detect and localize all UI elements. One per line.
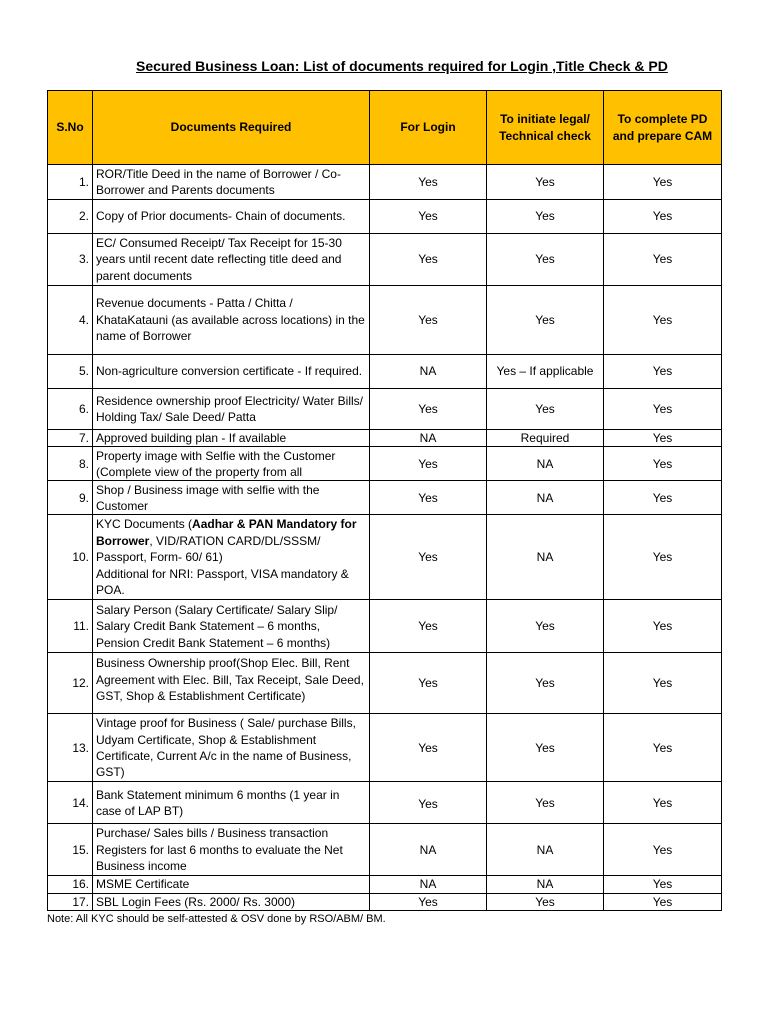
row-document: SBL Login Fees (Rs. 2000/ Rs. 3000): [93, 893, 370, 910]
table-row: [48, 876, 722, 893]
row-document: Copy of Prior documents- Chain of documents.: [93, 200, 370, 234]
row-pd-cam: Yes: [604, 447, 722, 481]
footnote: Note: All KYC should be self-attested & OSV done by RSO/ABM/ BM.: [47, 913, 386, 925]
kyc-mandatory-bold: Aadhar & PAN Mandatory for Borrower: [96, 517, 357, 548]
row-legal-check: Yes: [487, 653, 604, 714]
document-title: Secured Business Loan: List of documents required for Login ,Title Check & PD: [136, 58, 668, 74]
row-pd-cam: Yes: [604, 600, 722, 653]
row-document: Residence ownership proof Electricity/ Water Bills/ Holding Tax/ Sale Deed/ Patta: [93, 389, 370, 430]
table-row: [48, 653, 722, 714]
row-pd-cam: Yes: [604, 430, 722, 447]
table-row: [48, 515, 722, 600]
row-pd-cam: Yes: [604, 515, 722, 600]
row-for-login: NA: [370, 824, 487, 876]
row-sno: 11.: [48, 600, 93, 653]
row-for-login: NA: [370, 430, 487, 447]
row-sno: 14.: [48, 782, 93, 824]
row-for-login: Yes: [370, 782, 487, 824]
row-pd-cam: Yes: [604, 234, 722, 286]
row-legal-check: Required: [487, 430, 604, 447]
row-pd-cam: Yes: [604, 824, 722, 876]
row-for-login: Yes: [370, 200, 487, 234]
row-sno: 6.: [48, 389, 93, 430]
row-document-text: Property image with Selfie with the Customer (Complete view of the property from all: [96, 448, 336, 480]
row-legal-check: Yes: [487, 200, 604, 234]
row-sno: 8.: [48, 447, 93, 481]
row-sno: 3.: [48, 234, 93, 286]
row-document: Approved building plan - If available: [93, 430, 370, 447]
table-row: [48, 893, 722, 910]
row-sno: 17.: [48, 893, 93, 910]
row-document: Bank Statement minimum 6 months (1 year in case of LAP BT): [93, 782, 370, 824]
row-sno: 9.: [48, 481, 93, 515]
row-legal-check: Yes: [487, 389, 604, 430]
row-for-login: Yes: [370, 515, 487, 600]
row-pd-cam: Yes: [604, 876, 722, 893]
row-legal-check: Yes: [487, 234, 604, 286]
row-pd-cam: Yes: [604, 782, 722, 824]
row-sno: 15.: [48, 824, 93, 876]
row-sno: 2.: [48, 200, 93, 234]
row-document: [93, 515, 370, 600]
row-for-login: NA: [370, 355, 487, 389]
table-row: [48, 286, 722, 355]
table-row: [48, 165, 722, 200]
table-row: [48, 355, 722, 389]
table-row: [48, 481, 722, 515]
row-for-login: Yes: [370, 481, 487, 515]
header-documents: Documents Required: [93, 91, 370, 165]
kyc-prefix: KYC Documents (: [96, 517, 193, 532]
row-for-login: Yes: [370, 653, 487, 714]
kyc-nri-note: Additional for NRI: Passport, VISA mandatory & POA.: [96, 566, 349, 598]
row-legal-check: Yes: [487, 286, 604, 355]
row-document: Revenue documents - Patta / Chitta / KhataKatauni (as available across locations) in the name of Borrower: [93, 286, 370, 355]
row-for-login: Yes: [370, 165, 487, 200]
row-legal-check: Yes: [487, 165, 604, 200]
row-for-login: Yes: [370, 234, 487, 286]
row-legal-check: NA: [487, 447, 604, 481]
row-pd-cam: Yes: [604, 165, 722, 200]
row-pd-cam: Yes: [604, 653, 722, 714]
row-document: [93, 447, 370, 481]
row-legal-check: NA: [487, 824, 604, 876]
table-row: [48, 782, 722, 824]
table-row: [48, 824, 722, 876]
row-sno: 1.: [48, 165, 93, 200]
row-document: Vintage proof for Business ( Sale/ purchase Bills, Udyam Certificate, Shop & Establishment Certificate, Current A/c in the name of Business, GST): [93, 714, 370, 782]
row-pd-cam: Yes: [604, 200, 722, 234]
header-for-login: For Login: [370, 91, 487, 165]
row-pd-cam: Yes: [604, 389, 722, 430]
row-for-login: Yes: [370, 714, 487, 782]
row-sno: 12.: [48, 653, 93, 714]
table-row: [48, 714, 722, 782]
table-header-row: [48, 91, 722, 165]
header-pd-cam: To complete PD and prepare CAM: [604, 91, 722, 165]
row-document: Purchase/ Sales bills / Business transaction Registers for last 6 months to evaluate the Net Business income: [93, 824, 370, 876]
row-for-login: Yes: [370, 447, 487, 481]
documents-table: [47, 90, 722, 911]
table-row: [48, 447, 722, 481]
row-sno: 16.: [48, 876, 93, 893]
row-legal-check: Yes: [487, 782, 604, 824]
row-document: MSME Certificate: [93, 876, 370, 893]
row-document: Salary Person (Salary Certificate/ Salary Slip/ Salary Credit Bank Statement – 6 months, Pension Credit Bank Statement – 6 months): [93, 600, 370, 653]
header-sno: S.No: [48, 91, 93, 165]
table-row: [48, 389, 722, 430]
row-sno: 7.: [48, 430, 93, 447]
row-pd-cam: Yes: [604, 355, 722, 389]
row-for-login: Yes: [370, 600, 487, 653]
table-row: [48, 430, 722, 447]
row-legal-check: NA: [487, 481, 604, 515]
kyc-suffix: , VID/RATION CARD/DL/SSSM/ Passport, Form- 60/ 61): [96, 533, 321, 565]
row-sno: 4.: [48, 286, 93, 355]
row-legal-check: Yes: [487, 600, 604, 653]
row-document: ROR/Title Deed in the name of Borrower / Co-Borrower and Parents documents: [93, 165, 370, 200]
row-document-text: Business Ownership proof(Shop Elec. Bill, Rent Agreement with Elec. Bill, Tax Receipt, Sale Deed, GST, Shop & Establishment Certificate): [96, 656, 364, 704]
table-row: [48, 200, 722, 234]
row-sno: 10.: [48, 515, 93, 600]
row-pd-cam: Yes: [604, 286, 722, 355]
row-sno: 13.: [48, 714, 93, 782]
row-for-login: Yes: [370, 893, 487, 910]
row-for-login: Yes: [370, 389, 487, 430]
row-legal-check: NA: [487, 515, 604, 600]
row-legal-check: NA: [487, 876, 604, 893]
row-for-login: NA: [370, 876, 487, 893]
row-pd-cam: Yes: [604, 714, 722, 782]
header-legal-check: To initiate legal/ Technical check: [487, 91, 604, 165]
row-document: Shop / Business image with selfie with the Customer: [93, 481, 370, 515]
row-pd-cam: Yes: [604, 481, 722, 515]
row-document: Non-agriculture conversion certificate - If required.: [93, 355, 370, 389]
row-pd-cam: Yes: [604, 893, 722, 910]
row-legal-check: Yes: [487, 714, 604, 782]
row-for-login: Yes: [370, 286, 487, 355]
table-row: [48, 234, 722, 286]
row-document: [93, 653, 370, 714]
row-legal-check: Yes – If applicable: [487, 355, 604, 389]
row-document: EC/ Consumed Receipt/ Tax Receipt for 15-30 years until recent date reflecting title deed and parent documents: [93, 234, 370, 286]
table-row: [48, 600, 722, 653]
row-legal-check: Yes: [487, 893, 604, 910]
row-sno: 5.: [48, 355, 93, 389]
